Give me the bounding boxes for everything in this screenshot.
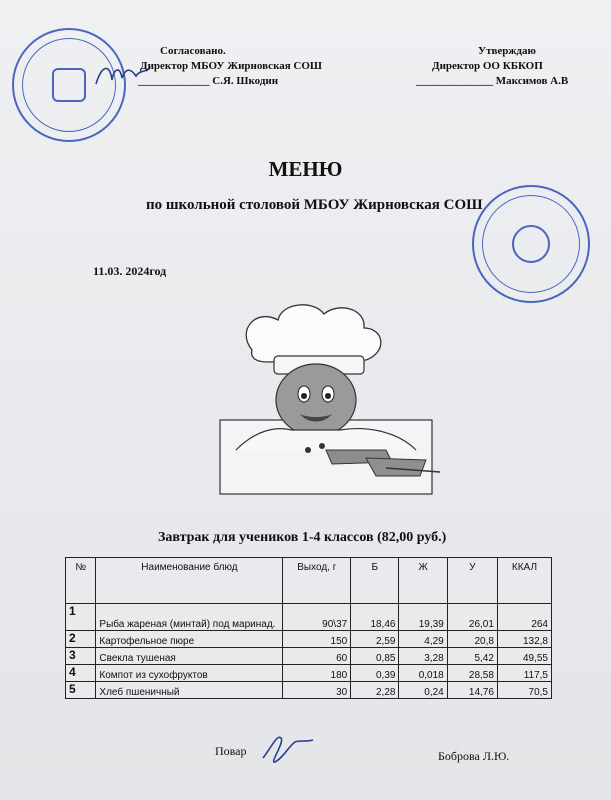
table-row: [66, 648, 552, 665]
dish-name: Картофельное пюре: [96, 631, 283, 648]
approval-left-position: Директор МБОУ Жирновская СОШ: [140, 60, 323, 72]
row-number: 3: [66, 648, 96, 665]
dish-name: Свекла тушеная: [96, 648, 283, 665]
table-row: [66, 631, 552, 648]
cook-name: Боброва Л.Ю.: [438, 749, 510, 763]
dish-fat: 0,018: [399, 665, 447, 682]
dish-carbs: 14,76: [447, 682, 497, 699]
meal-title: Завтрак для учеников 1-4 классов (82,00 руб.): [158, 530, 447, 545]
right-stamp-seal-icon: [472, 185, 590, 303]
table-row: [66, 682, 552, 699]
dish-output: 90\37: [283, 604, 351, 631]
approval-right-position: Директор ОО КБКОП: [432, 60, 543, 72]
col-output: Выход, г: [283, 558, 351, 604]
page-title: МЕНЮ: [268, 157, 343, 181]
dish-fat: 3,28: [399, 648, 447, 665]
dish-kcal: 49,55: [497, 648, 551, 665]
dish-protein: 2,28: [351, 682, 399, 699]
dish-kcal: 70,5: [497, 682, 551, 699]
dish-fat: 19,39: [399, 604, 447, 631]
dish-fat: 0,24: [399, 682, 447, 699]
dish-kcal: 132,8: [497, 631, 551, 648]
dish-kcal: 117,5: [497, 665, 551, 682]
cook-signature: [255, 728, 315, 768]
dish-kcal: 264: [497, 604, 551, 631]
col-carbs: У: [447, 558, 497, 604]
col-fat: Ж: [399, 558, 447, 604]
dish-output: 30: [283, 682, 351, 699]
dish-fat: 4,29: [399, 631, 447, 648]
approval-right-label: Утверждаю: [478, 45, 536, 57]
table-row: [66, 604, 552, 631]
dish-carbs: 26,01: [447, 604, 497, 631]
dish-name: Компот из сухофруктов: [96, 665, 283, 682]
dish-name: Рыба жареная (минтай) под маринад.: [96, 604, 283, 631]
dish-output: 60: [283, 648, 351, 665]
col-number: №: [66, 558, 96, 604]
row-number: 1: [66, 604, 96, 631]
menu-table: [65, 557, 552, 699]
dish-carbs: 20,8: [447, 631, 497, 648]
row-number: 4: [66, 665, 96, 682]
col-kcal: ККАЛ: [497, 558, 551, 604]
dish-carbs: 28,58: [447, 665, 497, 682]
dish-protein: 18,46: [351, 604, 399, 631]
chef-illustration: [216, 300, 444, 495]
col-dish-name: Наименование блюд: [96, 558, 283, 604]
dish-protein: 0,85: [351, 648, 399, 665]
page-subtitle: по школьной столовой МБОУ Жирновская СОШ: [146, 197, 483, 213]
dish-protein: 2,59: [351, 631, 399, 648]
approval-right-signature-line: ______________ Максимов А.В: [416, 75, 569, 87]
dish-name: Хлеб пшеничный: [96, 682, 283, 699]
dish-output: 180: [283, 665, 351, 682]
dish-protein: 0,39: [351, 665, 399, 682]
col-protein: Б: [351, 558, 399, 604]
approval-left-signature-line: _____________ С.Я. Шкодин: [138, 75, 279, 87]
cook-label: Повар: [215, 744, 247, 758]
table-row: [66, 665, 552, 682]
table-header-row: [66, 558, 552, 604]
menu-date: 11.03. 2024год: [93, 264, 167, 278]
row-number: 5: [66, 682, 96, 699]
dish-carbs: 5,42: [447, 648, 497, 665]
approval-left-label: Согласовано.: [160, 45, 226, 57]
row-number: 2: [66, 631, 96, 648]
dish-output: 150: [283, 631, 351, 648]
